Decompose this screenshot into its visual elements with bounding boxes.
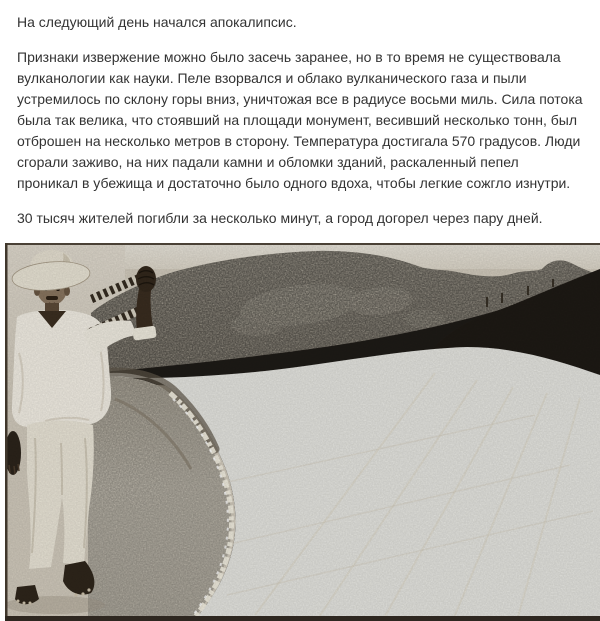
paragraph-eruption: Признаки извержение можно было засечь заранее, но в то время не существовала вулканологии как науки. Пеле взорвался и облако вулканического газа и пыли устремилось по склону горы вниз, уничтожая все в радиусе восьми миль. Сила потока была так велика, что стоявший на площади монумент, весивший несколько тонн, был отброшен на несколько метров в сторону. Температура достигала 570 градусов. Люди сгорали заживо, на них падали камни и обломки зданий, раскаленный пепел проникал в убежища и достаточно было одного вдоха, чтобы легкие сожгло изнутри. [17,49,583,191]
article-text [0,0,597,229]
paragraph-casualties: 30 тысяч жителей погибли за несколько минут, а город догорел через пару дней. [17,210,543,226]
photo-canvas [5,243,600,621]
paragraph-intro: На следующий день начался апокалипсис. [17,14,297,30]
photo-grain [5,243,600,621]
historical-photo [5,243,600,621]
